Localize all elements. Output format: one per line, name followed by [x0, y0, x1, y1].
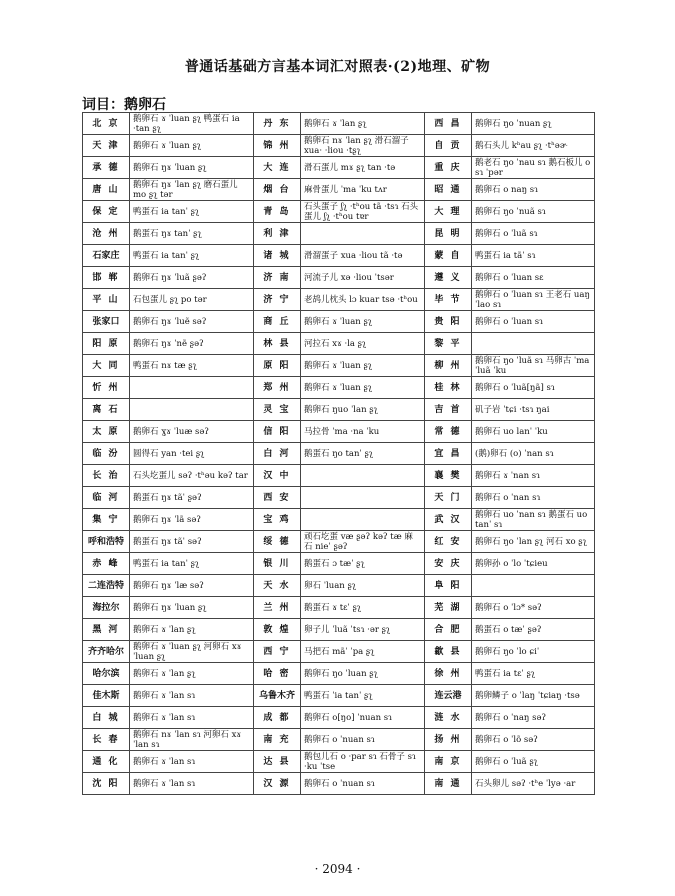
form-cell: 鹅卵石 o ˈluã ʂʅ — [472, 751, 595, 773]
table-row — [83, 663, 595, 685]
place-cell: 济 宁 — [254, 289, 301, 311]
form-cell: 鹅卵石 ɤ ˈluan ʂʅ 河卵石 xɤ ˈluan ʂʅ — [130, 641, 254, 663]
place-cell: 昭 通 — [425, 179, 472, 201]
place-cell: 昆 明 — [425, 223, 472, 245]
form-cell: 鹅卵石 ŋo ˈluan ʂʅ — [301, 663, 425, 685]
place-cell: 离 石 — [83, 399, 130, 421]
form-cell: 鹅卵石 ɣɤ ˈluæ səʔ — [130, 421, 254, 443]
table-row — [83, 179, 595, 201]
form-cell: 卵石 ˈluan ʂʅ — [301, 575, 425, 597]
form-cell: 石包蛋儿 ʂʅ po tər — [130, 289, 254, 311]
form-cell: 鸭蛋石 ˈia tanˈ ʂʅ — [301, 685, 425, 707]
place-cell: 武 汉 — [425, 509, 472, 531]
form-cell: 鹅卵石 ɤ ˈluan ʂʅ — [130, 135, 254, 157]
place-cell: 黎 平 — [425, 333, 472, 355]
form-cell: 鹅卵石 o ˈluan sɿ 王老石 uaŋ ˈlao sɿ — [472, 289, 595, 311]
entry-title: 词目：鹅卵石 — [82, 97, 166, 113]
form-cell — [301, 465, 425, 487]
form-cell: 鹅卵石 ŋɤ ˈluẽ səʔ — [130, 311, 254, 333]
place-cell: 阜 阳 — [425, 575, 472, 597]
form-cell: 鹅卵石 ɤ ˈluan ʂʅ — [301, 355, 425, 377]
form-cell: 鹅石头儿 kʰau ʂʅ ·tʰəɚ — [472, 135, 595, 157]
place-cell: 青 岛 — [254, 201, 301, 223]
form-cell: 鹅蛋石 ŋɤ tãˈ ʂəʔ — [130, 487, 254, 509]
table-row — [83, 443, 595, 465]
place-cell: 自 贡 — [425, 135, 472, 157]
form-cell: 鹅卵石 ɤ ˈlan sɿ — [130, 707, 254, 729]
form-cell: 鸭蛋石 ia tanˈ ʂʅ — [130, 201, 254, 223]
form-cell: 鹅卵石 ŋo ˈnuã sɿ — [472, 201, 595, 223]
form-cell: 鹅卵石 o ˈlɔ* səʔ — [472, 597, 595, 619]
place-cell: 毕 节 — [425, 289, 472, 311]
form-cell: 鹅卵石 o ˈnan sɿ — [472, 487, 595, 509]
place-cell: 银 川 — [254, 553, 301, 575]
place-cell: 承 德 — [83, 157, 130, 179]
form-cell: 鹅卵石 o ˈluan sɿ — [472, 311, 595, 333]
form-cell: 卵子儿 ˈluã ˈtsɿ ·ər ʂʅ — [301, 619, 425, 641]
form-cell: 鹅卵石 ŋo ˈnuan ʂʅ — [472, 113, 595, 135]
form-cell: 河流子儿 xə ·liou ˈtsər — [301, 267, 425, 289]
form-cell: 鹅卵石 ŋo ˈluã sɿ 马卵古 ˈma ˈluã ˈku — [472, 355, 595, 377]
form-cell: 鹅卵石 ŋuo ˈlan ʂʅ — [301, 399, 425, 421]
table-row — [83, 135, 595, 157]
place-cell: 大 同 — [83, 355, 130, 377]
place-cell: 诸 城 — [254, 245, 301, 267]
place-cell: 黑 河 — [83, 619, 130, 641]
place-cell: 邯 郸 — [83, 267, 130, 289]
form-cell: 鹅卵石 o naŋ sɿ — [472, 179, 595, 201]
place-cell: 天 水 — [254, 575, 301, 597]
place-cell: 太 原 — [83, 421, 130, 443]
form-cell: 圆得石 yan ·tei ʂʅ — [130, 443, 254, 465]
form-cell: 鹅卵石 ŋɤ ˈlan ʂʅ 磨石蛋儿 mo ʂʅ tər — [130, 179, 254, 201]
form-cell: 矶子岩 ˈtɕi ·tsɿ ŋai — [472, 399, 595, 421]
place-cell: 南 充 — [254, 729, 301, 751]
place-cell: 西 宁 — [254, 641, 301, 663]
table-row — [83, 355, 595, 377]
place-cell: 赤 峰 — [83, 553, 130, 575]
place-cell: 灵 宝 — [254, 399, 301, 421]
place-cell: 安 庆 — [425, 553, 472, 575]
place-cell: 红 安 — [425, 531, 472, 553]
form-cell: 滑石蛋儿 mɤ ʂʅ tan ·tə — [301, 157, 425, 179]
place-cell: 遵 义 — [425, 267, 472, 289]
place-cell: 长 治 — [83, 465, 130, 487]
place-cell: 兰 州 — [254, 597, 301, 619]
form-cell: 鸭蛋石 nɤ tæ ʂʅ — [130, 355, 254, 377]
place-cell: 白 城 — [83, 707, 130, 729]
form-cell: 鹅卵石 o ˈlõ səʔ — [472, 729, 595, 751]
form-cell: 鹅卵石 uo lanˈ ˈku — [472, 421, 595, 443]
place-cell: 长 春 — [83, 729, 130, 751]
place-cell: 保 定 — [83, 201, 130, 223]
place-cell: 忻 州 — [83, 377, 130, 399]
form-cell: 老鸪儿枕头 lɔ kuar tsə ·tʰou — [301, 289, 425, 311]
place-cell: 临 汾 — [83, 443, 130, 465]
form-cell: 鹅卵石 o ˈluan sɛ — [472, 267, 595, 289]
form-cell: 鹅卵石 ɤ ˈluan ʂʅ — [301, 311, 425, 333]
place-cell: 北 京 — [83, 113, 130, 135]
form-cell: 鹅卵孙 o ˈlo ˈtɕieu — [472, 553, 595, 575]
form-cell: 鹅卵石 ŋɤ ˈluan ʂʅ — [130, 597, 254, 619]
place-cell: 敦 煌 — [254, 619, 301, 641]
place-cell: 南 京 — [425, 751, 472, 773]
place-cell: 歙 县 — [425, 641, 472, 663]
place-cell: 汉 中 — [254, 465, 301, 487]
form-cell — [301, 487, 425, 509]
place-cell: 徐 州 — [425, 663, 472, 685]
place-cell: 西 安 — [254, 487, 301, 509]
form-cell: 鹅卵石 o ˈnuan sɿ — [301, 773, 425, 795]
form-cell: 鹅卵石 uo ˈnan sɿ 鹅蛋石 uo tanˈ sɿ — [472, 509, 595, 531]
table-row — [83, 619, 595, 641]
place-cell: 白 河 — [254, 443, 301, 465]
table-row — [83, 289, 595, 311]
page-header: 普通话基础方言基本词汇对照表·(2)地理、矿物 — [184, 59, 491, 75]
form-cell: 鹅卵石 ŋɤ ˈnẽ ʂəʔ — [130, 333, 254, 355]
form-cell: 石头卵儿 səʔ ·tʰe ˈlyə ·ar — [472, 773, 595, 795]
table-row — [83, 465, 595, 487]
table-row — [83, 201, 595, 223]
form-cell: 顽石圪蛋 væ ʂəʔ kəʔ tæ 麻石 nieˈ ʂəʔ — [301, 531, 425, 553]
table-row — [83, 311, 595, 333]
table-row — [83, 773, 595, 795]
table-row — [83, 421, 595, 443]
place-cell: 汉 源 — [254, 773, 301, 795]
form-cell: 鹅卵石 ɤ ˈlan sɿ — [130, 685, 254, 707]
form-cell: 鹅卵石 ɤ ˈlan ʂʅ — [130, 619, 254, 641]
place-cell: 佳木斯 — [83, 685, 130, 707]
place-cell: 涟 水 — [425, 707, 472, 729]
place-cell: 沈 阳 — [83, 773, 130, 795]
form-cell — [472, 575, 595, 597]
table-row — [83, 553, 595, 575]
table-row — [83, 113, 595, 135]
place-cell: 郑 州 — [254, 377, 301, 399]
place-cell: 襄 樊 — [425, 465, 472, 487]
form-cell: 河拉石 xɤ ·la ʂʅ — [301, 333, 425, 355]
place-cell: 扬 州 — [425, 729, 472, 751]
table-row — [83, 333, 595, 355]
place-cell: 锦 州 — [254, 135, 301, 157]
form-cell — [130, 377, 254, 399]
place-cell: 沧 州 — [83, 223, 130, 245]
table-row — [83, 487, 595, 509]
place-cell: 天 津 — [83, 135, 130, 157]
form-cell: 鹅卵石 ɤ ˈnan sɿ — [472, 465, 595, 487]
form-cell: 滑溜蛋子 xua ·liou tã ·tə — [301, 245, 425, 267]
form-cell: 鹅卵石 o[ŋo] ˈnuan sɿ — [301, 707, 425, 729]
place-cell: 连云港 — [425, 685, 472, 707]
form-cell: 鹅卵石 ɤ ˈlan sɿ — [130, 773, 254, 795]
form-cell: 鹅卵石 o ˈluã[ŋã] sɿ — [472, 377, 595, 399]
place-cell: 南 通 — [425, 773, 472, 795]
form-cell: 鹅卵石 o ˈnuan sɿ — [301, 729, 425, 751]
form-cell: 鹅卵石 ɤ ˈlan ʂʅ — [301, 113, 425, 135]
table-row — [83, 377, 595, 399]
form-cell — [301, 223, 425, 245]
form-cell: 鹅卵石 ɤ ˈlan ʂʅ — [130, 663, 254, 685]
place-cell: 吉 首 — [425, 399, 472, 421]
form-cell: 鹅卵鳞子 o ˈlaŋ ˈtɕiaŋ ·tsə — [472, 685, 595, 707]
place-cell: 柳 州 — [425, 355, 472, 377]
form-cell: 鹅卵石 nɤ ˈlan sɿ 河卵石 xɤ ˈlan sɿ — [130, 729, 254, 751]
place-cell: 唐 山 — [83, 179, 130, 201]
form-cell: 鹅蛋石 ŋɤ tãˈ səʔ — [130, 531, 254, 553]
form-cell: 鹅卵石 ŋɤ ˈlæ səʔ — [130, 575, 254, 597]
place-cell: 宜 昌 — [425, 443, 472, 465]
place-cell: 临 河 — [83, 487, 130, 509]
place-cell: 信 阳 — [254, 421, 301, 443]
place-cell: 商 丘 — [254, 311, 301, 333]
table-row — [83, 157, 595, 179]
form-cell: 鹅蛋石 ŋɤ tanˈ ʂʅ — [130, 223, 254, 245]
place-cell: 哈 密 — [254, 663, 301, 685]
place-cell: 原 阳 — [254, 355, 301, 377]
place-cell: 二连浩特 — [83, 575, 130, 597]
form-cell: 鹅老石 ŋo ˈnau sɿ 鹅石板儿 o sɿ ˈpər — [472, 157, 595, 179]
form-cell: 鹅包儿石 o ·par sɿ 石骨子 sɿ ·ku ˈtse — [301, 751, 425, 773]
place-cell: 蒙 自 — [425, 245, 472, 267]
form-cell: 鹅卵石 ɤ ˈluan ʂʅ — [301, 377, 425, 399]
place-cell: 集 宁 — [83, 509, 130, 531]
form-cell: 鹅卵石 ɤ ˈluan ʂʅ 鸭蛋石 ia ·tan ʂʅ — [130, 113, 254, 135]
place-cell: 利 津 — [254, 223, 301, 245]
place-cell: 西 昌 — [425, 113, 472, 135]
place-cell: 芜 湖 — [425, 597, 472, 619]
place-cell: 海拉尔 — [83, 597, 130, 619]
place-cell: 成 都 — [254, 707, 301, 729]
form-cell: 鹅卵石 o ˈluã sɿ — [472, 223, 595, 245]
form-cell — [130, 399, 254, 421]
place-cell: 重 庆 — [425, 157, 472, 179]
table-row — [83, 531, 595, 553]
place-cell: 天 门 — [425, 487, 472, 509]
table-row — [83, 509, 595, 531]
place-cell: 齐齐哈尔 — [83, 641, 130, 663]
form-cell: 鹅卵石 ŋo ˈlan ʂʅ 河石 xo ʂʅ — [472, 531, 595, 553]
place-cell: 大 理 — [425, 201, 472, 223]
form-cell — [472, 333, 595, 355]
place-cell: 乌鲁木齐 — [254, 685, 301, 707]
place-cell: 哈尔滨 — [83, 663, 130, 685]
place-cell: 张家口 — [83, 311, 130, 333]
form-cell: 鹅蛋石 ŋo tanˈ ʂʅ — [301, 443, 425, 465]
place-cell: 绥 德 — [254, 531, 301, 553]
form-cell: 鹅蛋石 ɤ tɛˈ ʂʅ — [301, 597, 425, 619]
form-cell: 鹅卵石 o ˈnaŋ səʔ — [472, 707, 595, 729]
place-cell: 大 连 — [254, 157, 301, 179]
form-cell: (鹅)卵石 (o) ˈnan sɿ — [472, 443, 595, 465]
table-row — [83, 641, 595, 663]
form-cell: 鸭蛋石 ia tanˈ ʂʅ — [130, 553, 254, 575]
table-row — [83, 751, 595, 773]
place-cell: 济 南 — [254, 267, 301, 289]
page-number: · 2094 · — [314, 862, 361, 876]
form-cell — [301, 509, 425, 531]
form-cell: 鹅卵石 ŋo ˈlo ɕiˈ — [472, 641, 595, 663]
table-row — [83, 685, 595, 707]
dialect-table — [82, 112, 595, 795]
form-cell: 麻骨蛋儿 ˈma ˈku tʌr — [301, 179, 425, 201]
form-cell: 马把石 mãˈ ˈpa ʂʅ — [301, 641, 425, 663]
place-cell: 林 县 — [254, 333, 301, 355]
place-cell: 呼和浩特 — [83, 531, 130, 553]
form-cell: 鹅卵石 ŋɤ ˈlã səʔ — [130, 509, 254, 531]
table-row — [83, 729, 595, 751]
form-cell: 鹅蛋石 o tæˈ ʂəʔ — [472, 619, 595, 641]
place-cell: 平 山 — [83, 289, 130, 311]
place-cell: 石家庄 — [83, 245, 130, 267]
place-cell: 合 肥 — [425, 619, 472, 641]
form-cell: 鸭蛋石 ia tanˈ ʂʅ — [130, 245, 254, 267]
table-row — [83, 597, 595, 619]
place-cell: 烟 台 — [254, 179, 301, 201]
form-cell: 鹅蛋石 ɔ tæˈ ʂʅ — [301, 553, 425, 575]
place-cell: 贵 阳 — [425, 311, 472, 333]
form-cell: 马拉骨 ˈma ·na ˈku — [301, 421, 425, 443]
form-cell: 鹅卵石 ɤ ˈlan sɿ — [130, 751, 254, 773]
form-cell: 鸭蛋石 ia tɛˈ ʂʅ — [472, 663, 595, 685]
place-cell: 达 县 — [254, 751, 301, 773]
table-row — [83, 399, 595, 421]
place-cell: 宝 鸡 — [254, 509, 301, 531]
form-cell: 鹅卵石 ŋɤ ˈluã ʂəʔ — [130, 267, 254, 289]
place-cell: 桂 林 — [425, 377, 472, 399]
table-row — [83, 245, 595, 267]
table-row — [83, 267, 595, 289]
place-cell: 常 德 — [425, 421, 472, 443]
place-cell: 丹 东 — [254, 113, 301, 135]
form-cell: 石头蛋子 ʃʅ ·tʰou tã ·tsɿ 石头蛋儿 ʃʅ ·tʰou tɐr — [301, 201, 425, 223]
form-cell: 石头圪蛋儿 səʔ ·tʰəu kəʔ tar — [130, 465, 254, 487]
table-row — [83, 223, 595, 245]
form-cell: 鸭蛋石 ia tãˈ sɿ — [472, 245, 595, 267]
table-row — [83, 707, 595, 729]
form-cell: 鹅卵石 nɤ ˈlan ʂʅ 滑石溜子 xua· ·liou ·tʂʅ — [301, 135, 425, 157]
table-row — [83, 575, 595, 597]
place-cell: 阳 原 — [83, 333, 130, 355]
form-cell: 鹅卵石 ŋɤ ˈluan ʂʅ — [130, 157, 254, 179]
place-cell: 通 化 — [83, 751, 130, 773]
